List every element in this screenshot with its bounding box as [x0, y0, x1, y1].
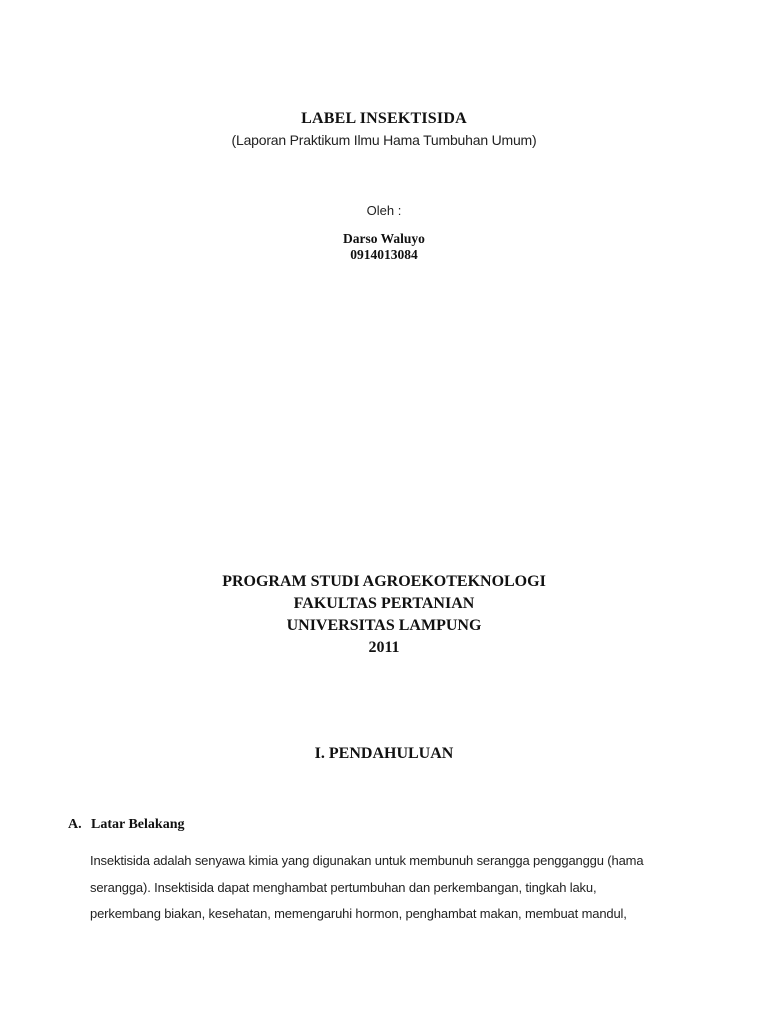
- section-title: Latar Belakang: [91, 817, 185, 832]
- year: 2011: [368, 639, 400, 656]
- author-block: [0, 231, 768, 263]
- by-label: Oleh :: [366, 203, 402, 218]
- body-paragraph: [90, 850, 730, 930]
- paragraph-line: Insektisida adalah senyawa kimia yang digunakan untuk membunuh serangga pengganggu (hama: [90, 853, 644, 868]
- document-title: LABEL INSEKTISIDA: [301, 110, 467, 127]
- document-subtitle: (Laporan Praktikum Ilmu Hama Tumbuhan Umum): [231, 132, 537, 148]
- paragraph-line: perkembang biakan, kesehatan, memengaruhi hormon, penghambat makan, membuat mandul,: [90, 906, 627, 921]
- faculty: FAKULTAS PERTANIAN: [293, 595, 475, 612]
- study-program: PROGRAM STUDI AGROEKOTEKNOLOGI: [222, 573, 546, 590]
- institution-block: [0, 571, 768, 659]
- paragraph-line: serangga). Insektisida dapat menghambat pertumbuhan dan perkembangan, tingkah laku,: [90, 879, 597, 895]
- section-heading: [68, 817, 184, 833]
- university: UNIVERSITAS LAMPUNG: [286, 617, 482, 634]
- chapter-title: I. PENDAHULUAN: [314, 745, 454, 762]
- author-id: 0914013084: [350, 247, 418, 262]
- section-number: A.: [68, 817, 82, 832]
- author-name: Darso Waluyo: [343, 231, 425, 246]
